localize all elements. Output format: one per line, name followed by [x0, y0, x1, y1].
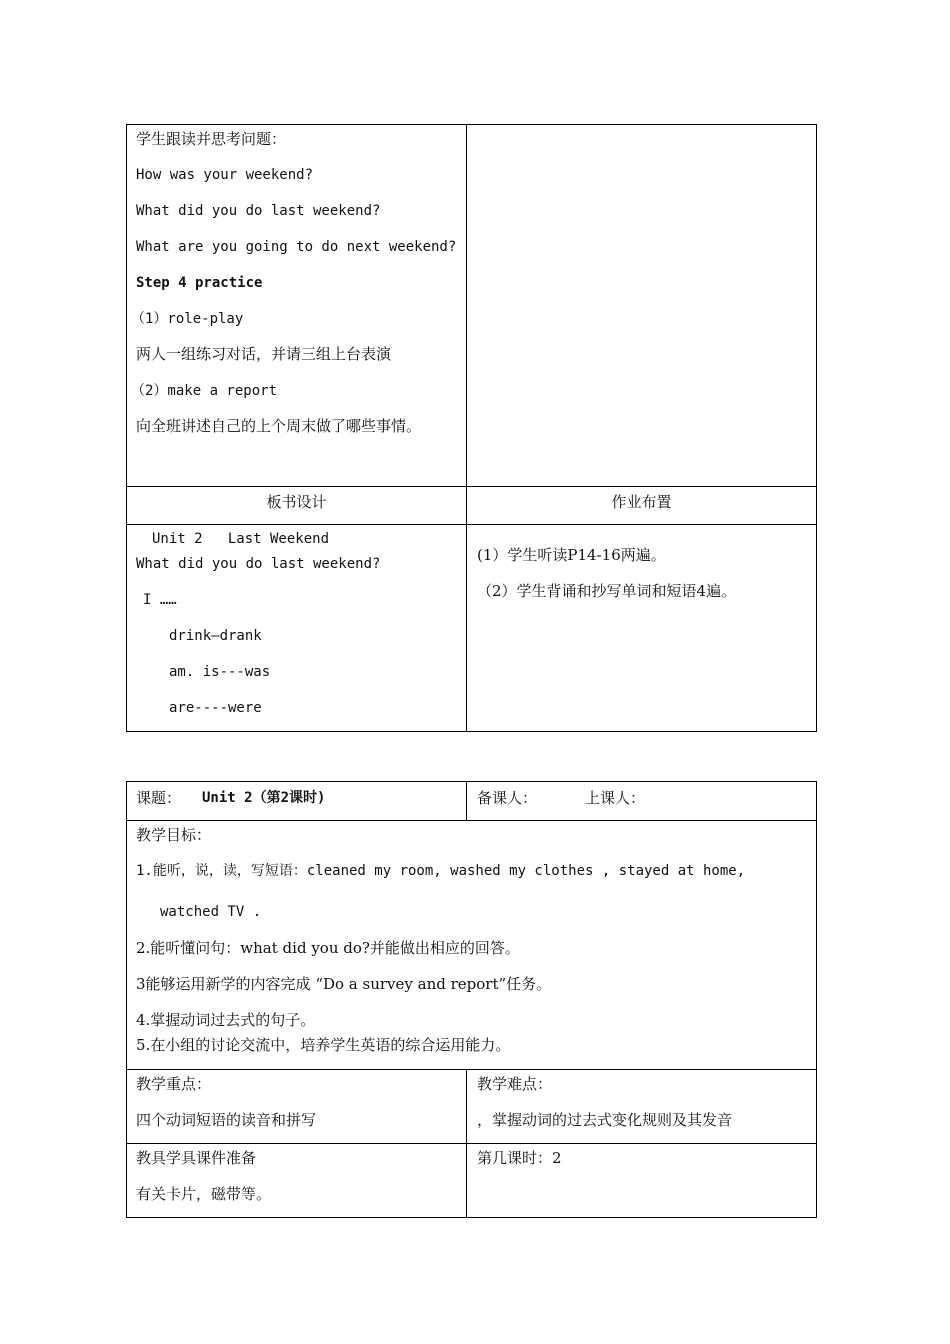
board-line: What did you do last weekend? [136, 556, 381, 572]
objective-item: 2.能听懂问句：what did you do?并能做出相应的回答。 [136, 939, 520, 957]
difficulty-cell [467, 1070, 817, 1144]
homework-line: （2）学生背诵和抄写单词和短语4遍。 [477, 582, 737, 600]
difficulty-label: 教学难点： [477, 1075, 553, 1093]
homework-line: (1）学生听读P14-16两遍。 [477, 546, 666, 564]
process-line: How was your weekend? [136, 167, 314, 183]
key-points-value: 四个动词短语的读音和拼写 [136, 1111, 317, 1129]
preparer-cell [467, 782, 817, 821]
homework-header [467, 487, 817, 525]
objectives-title: 教学目标： [136, 826, 212, 844]
teaching-process-cell [127, 125, 467, 487]
process-line: What did you do last weekend? [136, 203, 381, 219]
notes-cell [467, 125, 817, 487]
objective-item: 1.能听，说，读，写短语：cleaned my room, washed my clothes , stayed at home, [136, 863, 746, 879]
objectives-cell [127, 821, 817, 1070]
board-design-header [127, 487, 467, 525]
materials-value: 有关卡片，磁带等。 [136, 1185, 272, 1203]
board-line: I …… [143, 592, 177, 608]
lesson-plan-table-2 [126, 781, 817, 1218]
process-line: 学生跟读并思考问题： [136, 130, 287, 148]
process-line: What are you going to do next weekend? [136, 239, 457, 255]
key-points-cell [127, 1070, 467, 1144]
lesson-plan-table-1 [126, 124, 817, 732]
homework-cell [467, 525, 817, 732]
board-line: Unit 2 Last Weekend [152, 531, 330, 547]
topic-value: Unit 2（第2课时) [202, 790, 326, 806]
period-cell [467, 1144, 817, 1218]
board-design-title: 板书设计 [266, 493, 327, 511]
board-line: drink—drank [169, 628, 262, 644]
period-label: 第几课时：2 [477, 1149, 562, 1167]
topic-label: 课题： [136, 789, 182, 807]
topic-cell [127, 782, 467, 821]
step-heading: Step 4 practice [136, 275, 263, 291]
objective-item: 3能够运用新学的内容完成 “Do a survey and report”任务。 [136, 975, 552, 993]
difficulty-value: ，掌握动词的过去式变化规则及其发音 [477, 1111, 733, 1129]
objective-item: 5.在小组的讨论交流中，培养学生英语的综合运用能力。 [136, 1036, 511, 1054]
materials-label: 教具学具课件准备 [136, 1149, 257, 1167]
key-points-label: 教学重点： [136, 1075, 212, 1093]
objective-item: 4.掌握动词过去式的句子。 [136, 1011, 316, 1029]
homework-title: 作业布置 [611, 493, 672, 511]
teacher-label: 上课人： [585, 789, 646, 807]
process-line: 两人一组练习对话，并请三组上台表演 [136, 345, 392, 363]
preparer-label: 备课人： [477, 789, 538, 807]
board-design-cell [127, 525, 467, 732]
materials-cell [127, 1144, 467, 1218]
process-line: 向全班讲述自己的上个周末做了哪些事情。 [136, 417, 422, 435]
process-line: （2）make a report [131, 383, 278, 399]
board-line: are----were [169, 700, 262, 716]
objective-item: watched TV . [160, 904, 262, 920]
process-line: （1）role-play [131, 311, 244, 327]
board-line: am. is---was [169, 664, 271, 680]
